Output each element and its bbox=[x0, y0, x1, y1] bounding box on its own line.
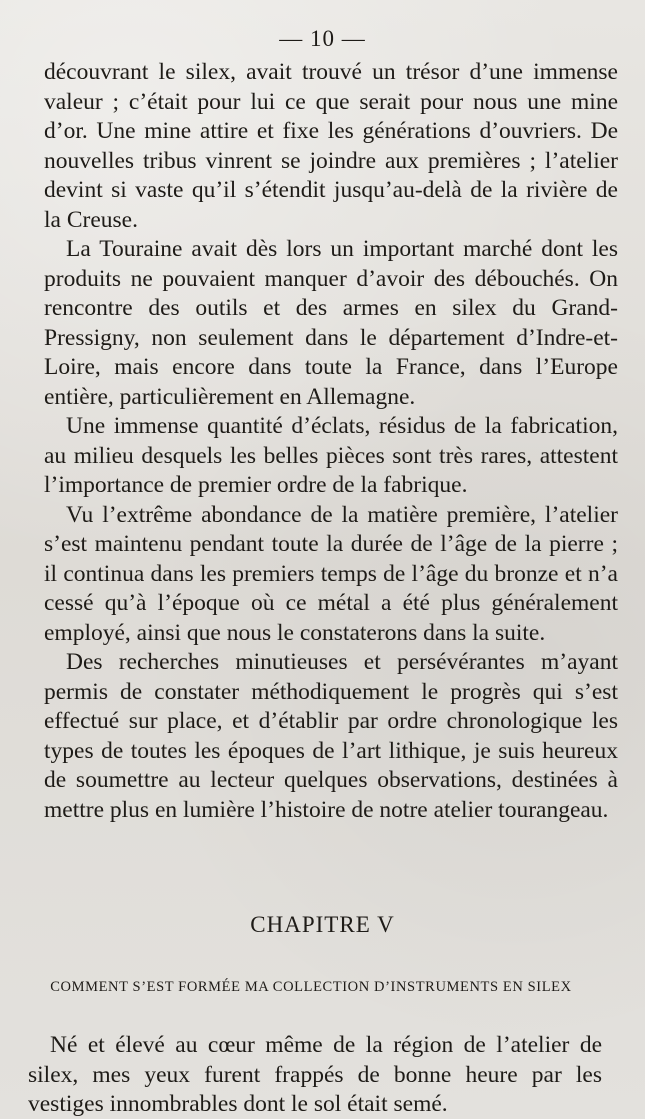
paragraph: La Touraine avait dès lors un important marché dont les produits ne pouvaient manquer d’avoir des débouchés. On rencontre des outils et des armes en silex du Grand-Pressigny, non seulement dans le département d’Indre-et-Loire, mais encore dans toute la France, dans l’Europe entière, particulièrement en Allemagne. bbox=[44, 236, 618, 410]
chapter-text bbox=[28, 1031, 602, 1119]
paragraph: découvrant le silex, avait trouvé un trésor d’une immense valeur ; c’était pour lui ce que serait pour nous une mine d’or. Une mine attire et fixe les générations d’ouvriers. De nouvelles tribus vinrent se joindre aux premières ; l’atelier devint si vaste qu’il s’étendit jusqu’au-delà de la rivière de la Creuse. bbox=[44, 59, 618, 233]
chapter-subtitle: COMMENT S’EST FORMÉE MA COLLECTION D’INSTRUMENTS EN SILEX bbox=[50, 979, 572, 995]
paragraph: Des recherches minutieuses et persévérantes m’ayant permis de constater méthodiquement le progrès qui s’est effectué sur place, et d’établir par ordre chronologique les types de toutes les époques de l’art lithique, je suis heureux de soumettre au lecteur quelques observations, destinées à mettre plus en lumière l’histoire de notre atelier tourangeau. bbox=[44, 649, 618, 823]
paragraph: Une immense quantité d’éclats, résidus de la fabrication, au milieu desquels les belles pièces sont très rares, attestent l’importance de premier ordre de la fabrique. bbox=[44, 413, 618, 498]
body-text bbox=[44, 58, 618, 825]
chapter-title: CHAPITRE V bbox=[250, 912, 395, 937]
paragraph: Vu l’extrême abondance de la matière première, l’atelier s’est maintenu pendant toute la durée de l’âge de la pierre ; il continua dans les premiers temps de l’âge du bronze et n’a cessé qu’à l’époque où ce métal a été plus généralement employé, ainsi que nous le constaterons dans la suite. bbox=[44, 501, 618, 646]
paragraph: Né et élevé au cœur même de la région de l’atelier de silex, mes yeux furent frappés de bonne heure par les vestiges innombrables dont le sol était semé. bbox=[28, 1032, 602, 1117]
page-number: — 10 — bbox=[279, 26, 366, 51]
